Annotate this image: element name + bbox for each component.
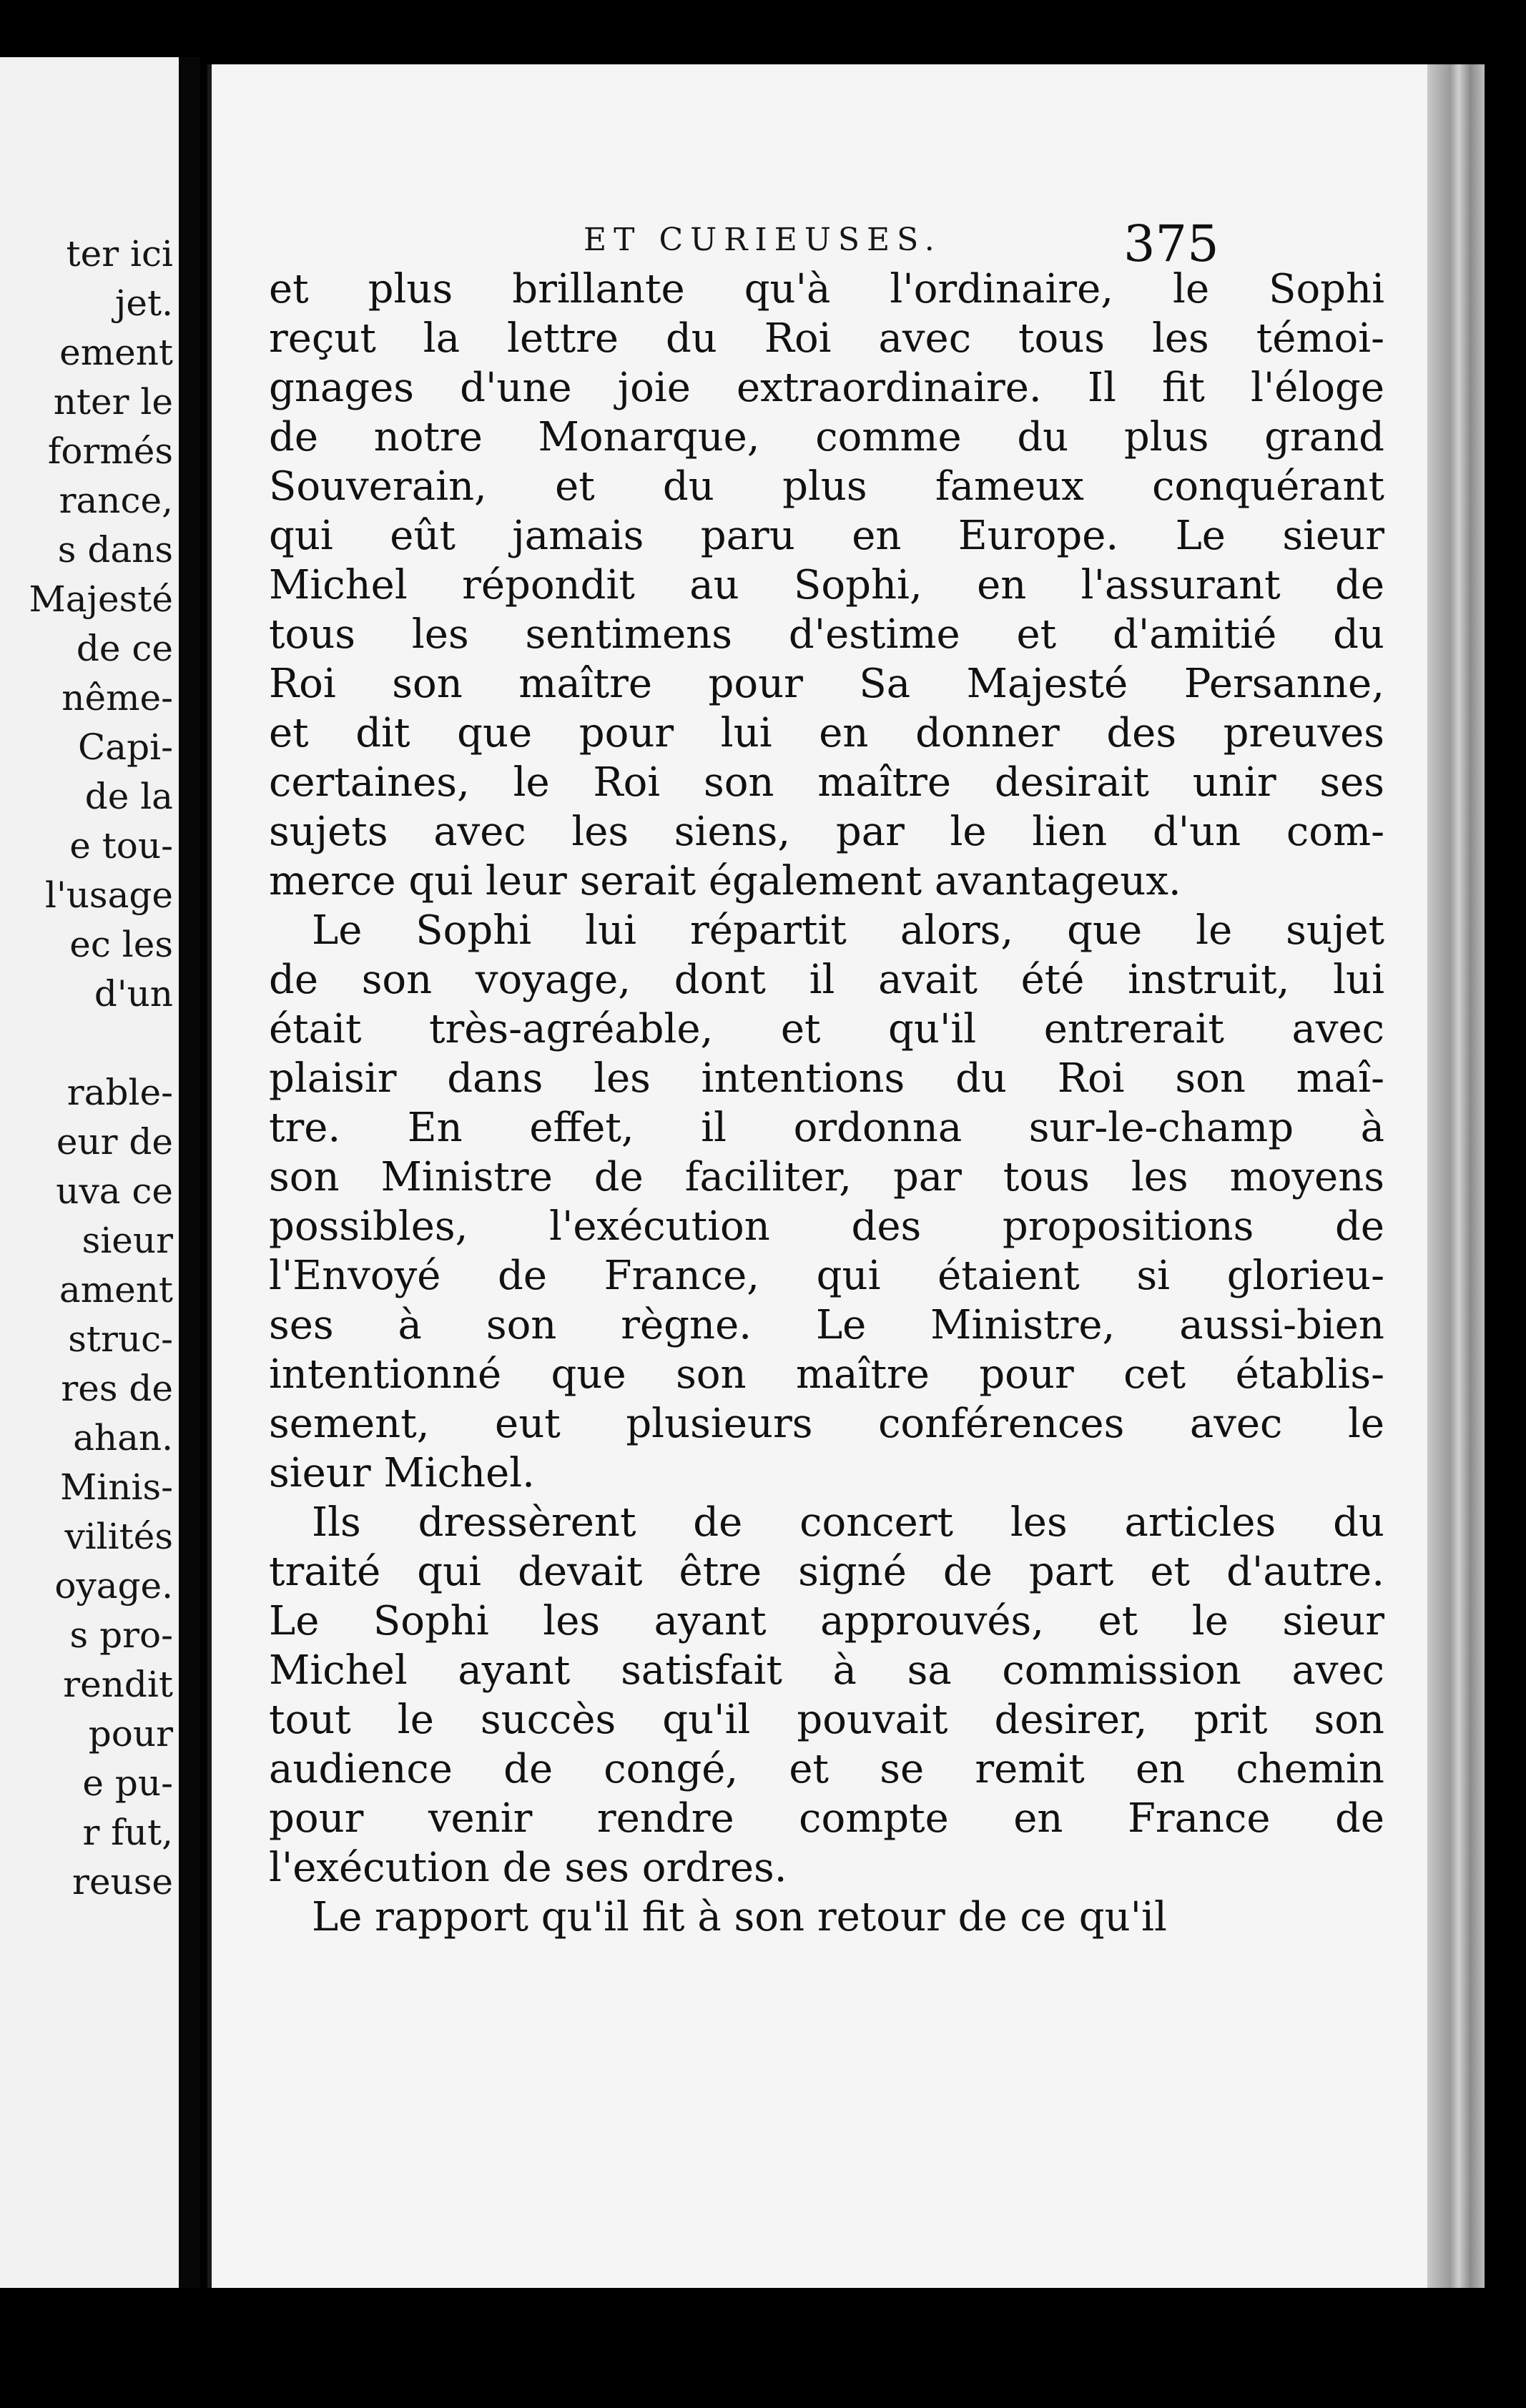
text-line: certaines, le Roi son maître desirait unir ses: [269, 759, 1384, 806]
text-line: Le rapport qu'il fit à son retour de ce qu'il: [312, 1894, 1167, 1940]
left-page-line: e pu-: [82, 1762, 173, 1804]
left-page-line: sieur: [82, 1220, 173, 1261]
paragraph: [269, 1498, 1384, 1893]
text-line: reçut la lettre du Roi avec tous les témoi-: [269, 315, 1384, 362]
left-page-line: eur de: [56, 1121, 173, 1163]
left-page-line: reuse: [72, 1861, 173, 1903]
left-page-line: oyage.: [54, 1565, 173, 1607]
left-page-line: r fut,: [82, 1812, 173, 1853]
left-page-line: rendit: [63, 1664, 173, 1705]
text-line: sujets avec les siens, par le lien d'un com-: [269, 809, 1384, 855]
text-line: sieur Michel.: [269, 1450, 535, 1496]
text-line: était très-agréable, et qu'il entrerait avec: [269, 1006, 1384, 1052]
left-page-line: jet.: [114, 282, 173, 324]
left-page-line: de la: [84, 776, 173, 817]
text-line: tre. En effet, il ordonna sur-le-champ à: [269, 1105, 1384, 1151]
right-page: [207, 64, 1485, 2288]
left-page-line: Minis-: [60, 1466, 173, 1508]
text-line: et plus brillante qu'à l'ordinaire, le Sophi: [269, 266, 1384, 312]
text-line: intentionné que son maître pour cet établis-: [269, 1351, 1384, 1398]
left-page-line: s dans: [57, 529, 173, 571]
text-line: Souverain, et du plus fameux conquérant: [269, 463, 1384, 510]
left-page-line: struc-: [68, 1318, 173, 1360]
text-line: gnages d'une joie extraordinaire. Il fit l'éloge: [269, 365, 1384, 411]
text-line: de son voyage, dont il avait été instruit, lui: [269, 957, 1384, 1003]
left-page-line: d'un: [94, 973, 173, 1015]
text-line: tous les sentimens d'estime et d'amitié du: [269, 611, 1384, 658]
left-page-line: nême-: [61, 677, 173, 719]
left-page-line: de ce: [76, 628, 173, 669]
text-line: Roi son maître pour Sa Majesté Persanne,: [269, 661, 1384, 707]
left-page-line: rance,: [59, 480, 173, 521]
text-line: Michel ayant satisfait à sa commission avec: [269, 1647, 1384, 1694]
left-page-line: Capi-: [78, 726, 173, 768]
text-line: audience de congé, et se remit en chemin: [269, 1746, 1384, 1792]
paragraph: [269, 906, 1384, 1498]
text-line: merce qui leur serait également avantageux.: [269, 858, 1181, 904]
text-line: Le Sophi les ayant approuvés, et le sieur: [269, 1598, 1384, 1644]
text-line: possibles, l'exécution des propositions de: [269, 1203, 1384, 1250]
left-page-line: ec les: [69, 924, 173, 965]
running-head: ET CURIEUSES.: [584, 222, 942, 258]
text-line: l'Envoyé de France, qui étaient si glorieu-: [269, 1253, 1384, 1299]
left-page-line: ter ici: [66, 233, 173, 275]
left-page-line: rable-: [67, 1072, 173, 1113]
page-number: 375: [1123, 214, 1219, 273]
left-page-line: ement: [59, 332, 173, 373]
left-page-line: e tou-: [69, 825, 173, 867]
text-line: Michel répondit au Sophi, en l'assurant de: [269, 562, 1384, 608]
left-page-line: vilités: [64, 1516, 173, 1557]
left-page-fragment: [0, 57, 179, 2288]
left-page-line: res de: [61, 1368, 173, 1409]
text-line: sement, eut plusieurs conférences avec le: [269, 1401, 1384, 1447]
left-page-line: s pro-: [69, 1614, 173, 1656]
paragraph: [269, 1893, 1384, 1942]
text-line: qui eût jamais paru en Europe. Le sieur: [269, 513, 1384, 559]
text-line: pour venir rendre compte en France de: [269, 1795, 1384, 1842]
left-page-line: Majesté: [29, 578, 173, 620]
paragraph: [269, 265, 1384, 906]
body-text: [269, 265, 1384, 1942]
text-line: son Ministre de faciliter, par tous les moyens: [269, 1154, 1384, 1200]
text-line: Le Sophi lui répartit alors, que le sujet: [312, 907, 1384, 954]
left-page-line: formés: [47, 430, 173, 472]
page-edge: [1427, 64, 1485, 2288]
text-line: traité qui devait être signé de part et d'autre.: [269, 1549, 1384, 1595]
book-gutter: [179, 57, 200, 2288]
text-line: et dit que pour lui en donner des preuves: [269, 710, 1384, 756]
left-page-line: pour: [88, 1713, 173, 1755]
text-line: ses à son règne. Le Ministre, aussi-bien: [269, 1302, 1384, 1348]
text-line: plaisir dans les intentions du Roi son maî-: [269, 1055, 1384, 1102]
left-page-line: nter le: [53, 381, 173, 423]
left-page-line: uva ce: [56, 1170, 173, 1212]
text-line: Ils dressèrent de concert les articles du: [312, 1499, 1384, 1546]
text-line: de notre Monarque, comme du plus grand: [269, 414, 1384, 460]
text-line: tout le succès qu'il pouvait desirer, prit son: [269, 1697, 1384, 1743]
left-page-line: ament: [59, 1269, 173, 1311]
left-page-line: ahan.: [73, 1417, 173, 1459]
left-page-line: l'usage: [44, 874, 173, 916]
text-line: l'exécution de ses ordres.: [269, 1845, 787, 1891]
